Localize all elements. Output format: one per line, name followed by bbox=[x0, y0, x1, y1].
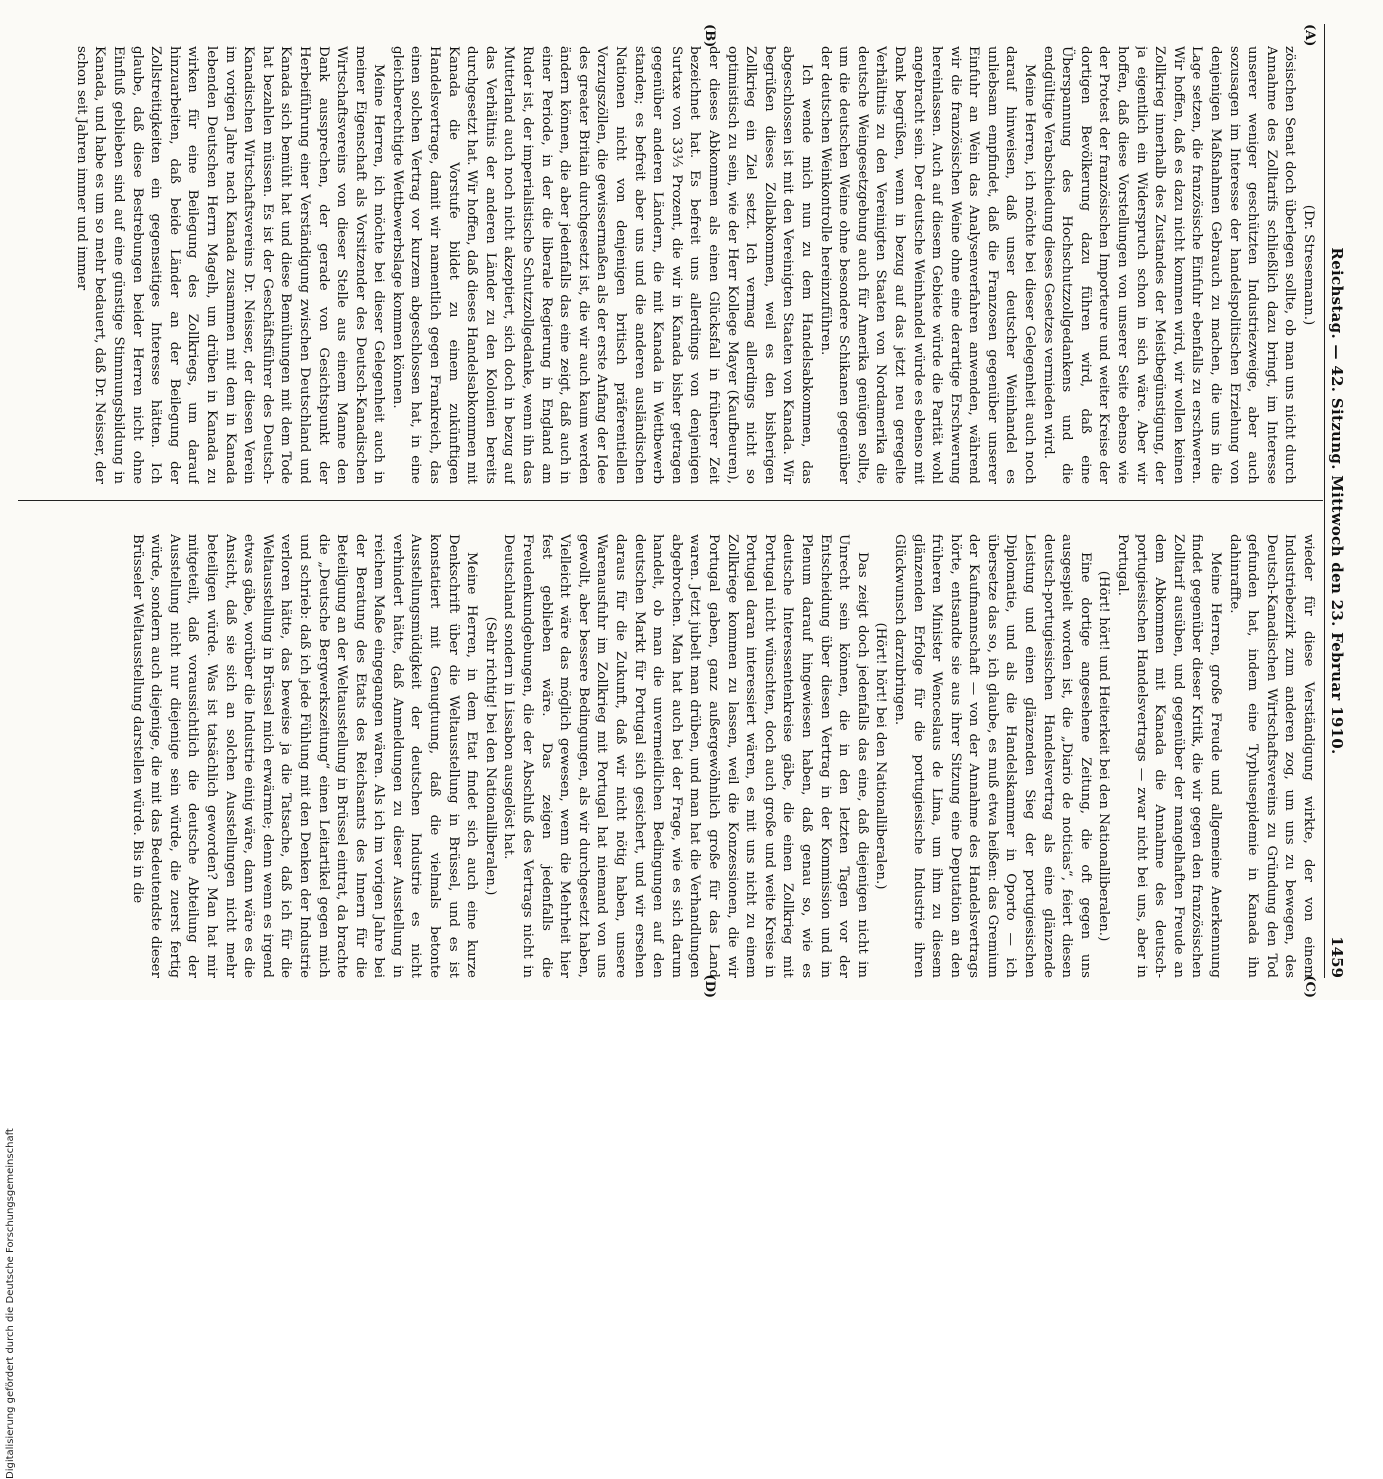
digitization-credit-text: Digitalisierung gefördert durch die Deutsche Forschungsgemeinschaft bbox=[5, 1128, 16, 1479]
interjection: (Hört! hört! bei den Nationalliberalen.) bbox=[873, 622, 889, 890]
interjection: (Sehr richtig! bei den Nationalliberalen.) bbox=[482, 616, 498, 896]
page-header bbox=[1324, 24, 1349, 978]
paragraph: zösischen Senat doch überlegen sollte, ob man uns nicht durch Annahme des Zolltarifs schließlich dazu bringt, im Interesse unserer weniger geschützten Industriezweige, aber auch sozusagen im Interesse der handelspolitischen Erziehung von denjenigen Maßnahmen Gebrauch zu machen, die uns in die Lage setzen, die französische Einfuhr ebenfalls zu erschweren. Wir hoffen, daß es dazu nicht kommen wird, wir wollen keinen Zollkrieg innerhalb des Zustandes der Meistbegünstigung, der ja eigentlich ein Widerspruch schon in sich wäre. Aber wir hoffen, daß diese Vorstellungen von unserer Seite ebenso wie der Protest der französischen Importeure und weiter Kreise der dortigen Bevölkerung dazu führen wird, daß eine Überspannung des Hochschutzzollgedankens und die endgültige Verabschiedung dieses Gesetzes vermieden wird. bbox=[1040, 46, 1298, 484]
paragraph: Meine Herren, ich möchte bei dieser Gelegenheit auch noch darauf hinweisen, daß unser deutscher Weinhandel es unliebsam empfindet, daß die Franzosen gegenüber unserer Einfuhr an Wein das Analysenverfahren anwenden, während wir die französischen Weine ohne eine derartige Erschwerung hereinlassen. Auch auf diesem Gebiete würde die Parität wohl angebracht sein. Der deutsche Weinhandel würde es ebenso mit Dank begrüßen, wenn in bezug auf das jetzt neu geregelte Verhältnis zu den Vereinigten Staaten von Nordamerika die deutsche Weingesetzgebung auch für Amerika genügen sollte, um die deutschen Weine ohne besondere Schikanen gegenüber der deutschen Weinkontrolle hereinzuführen. bbox=[817, 46, 1038, 484]
margin-marker-c: (C) bbox=[1302, 975, 1317, 998]
text-columns bbox=[18, 24, 1317, 998]
interjection: (Hört! hört! und Heiterkeit bei den Nationalliberalen.) bbox=[1096, 570, 1112, 942]
paragraph: Meine Herren, in dem Etat findet sich auch eine kurze Denkschrift über die Weltausstellung in Brüssel, und es ist konstatiert mit Genugtuung, daß die vielmals betonte Ausstellungsmüdigkeit der deutschen Industrie es nicht verhindert hätte, daß Anmeldungen zu dieser Ausstellung in reichem Maße eingegangen wären. Als ich im vorigen Jahre bei der Beratung des Etats des Reichsamts des Innern für die Beteiligung an der Weltausstellung in Brüssel eintrat, da brachte die „Deutsche Bergwerkszeitung“ einen Leitartikel gegen mich und schrieb: daß ich jede Fühlung mit den Denken der Industrie verloren hätte, das beweise ja die Tatsache, daß ich für die Weltausstellung in Brüssel mich erwärmte; denn wenn es irgend etwas gäbe, worüber die Industrie einig wäre, dann wäre es die Ansicht, daß sie sich an solchen Ausstellungen nicht mehr beteiligen würde. Was ist tatsächlich geworden? Man hat mir mitgeteilt, daß voraussichtlich die deutsche Abteilung der Ausstellung nicht nur diejenige sein würde, die zuerst fertig würde, sondern auch diejenige, die mit das Bedeutendste dieser Brüsseler Weltausstellung darstellen würde. Bis in die bbox=[129, 534, 480, 978]
right-column bbox=[18, 534, 1317, 978]
paragraph: Meine Herren, ich möchte bei dieser Gelegenheit auch in meiner Eigenschaft als Vorsitzender des Deutsch-Kanadischen Wirtschaftsvereins von dieser Stelle aus einem Manne den Dank aussprechen, der gerade von Gesichtspunkt der Herbeiführung einer Verständigung zwischen Deutschland und Kanada sich bemüht hat und diese Bemühungen mit dem Tode hat bezahlen müssen. Es ist der Geschäftsführer des Deutsch-Kanadischen Wirtschaftsvereins Dr. Neisser, der diesen Verein im vorigen Jahre nach Kanada zusammen mit dem in Kanada lebenden Deutschen Herrn Magelh, um drüben in Kanada zu wirken für eine Beilegung des Zollkriegs, um darauf hinzuarbeiten, daß beide Länder an der Beilegung der Zollstreitigkeiten ein gegenseitiges Interesse hätten. Ich glaube, daß diese Bestrebungen beider Herren nicht ohne Einfluß geblieben sind auf eine günstige Stimmungsbildung in Kanada, und habe es um so mehr bedauert, daß Dr. Neisser, der schon seit Jahren immer und immer bbox=[73, 46, 387, 484]
paragraph: Ich wende mich nun zu dem Handelsabkommen, das abgeschlossen ist mit den Vereinigten Staaten von Kanada. Wir begrüßen dieses Zollabkommen, weil es den bisherigen Zollkrieg ein Ziel setzt. Ich vermag allerdings nicht so optimistisch zu sein, wie der Herr Kollege Mayer (Kaufbeuren), der dieses Abkommen als einen Glücksfall in früherer Zeit bezeichnet hat. Es befreit uns allerdings von denjenigen Surtaxe von 33⅓ Prozent, die wir in Kanada bisher getragen gegenüber anderen Ländern, die mit Kanada in Wettbewerb standen; es befreit aber uns und die anderen ausländischen Nationen nicht von denjenigen britisch präferentiellen Vorzugszöllen, die gewissermaßen als der erste Anfang der Idee des greater Britain durchgesetzt ist, die wir auch kaum werden ändern können, die aber jedenfalls das eine zeigt, daß auch in einer Periode, in der die liberale Regierung in England am Ruder ist, der imperialistische Schutzzollgedanke, wenn ihn das Mutterland auch noch nicht akzeptiert, sich doch in bezug auf das Verhältnis der anderen Länder zu den Kolonien bereits durchgesetzt hat. Wir hoffen, daß dieses Handelsabkommen mit Kanada die Vorstufe bildet zu einem zukünftigen Handelsvertrage, damit wir namentlich gegen Frankreich, das einen solchen Vertrag vor kurzem abgeschlossen hat, in eine gleichberechtigte Wettbewerbslage kommen können. bbox=[389, 46, 814, 484]
speaker-label: (Dr. Stresemann.) bbox=[1301, 204, 1316, 326]
paragraph: Das zeigt doch jedenfalls das eine, daß diejenigen nicht im Unrecht sein können, die in den letzten Tagen vor der Entscheidung über diesen Vertrag in der Kommission und im Plenum darauf hingewiesen haben, daß genau so, wie es deutsche Interessentenkreise gäbe, die einen Zollkrieg mit Portugal nicht wünschten, doch auch große und weite Kreise in Portugal daran interessiert wären, es mit uns nicht zu einem Zollkriege kommen zu lassen, weil die Konzessionen, die wir Portugal gaben, ganz außergewöhnlich große für das Land waren. Jetzt jubelt man drüben, und man hat die Verhandlungen abgebrochen. Man hat auch bei der Frage, wie es sich darum handelt, ob man die unvermeidlichen Bedingungen auf den deutschen Markt für Portugal sich gesichert, und wir ersehen daraus für die Zukunft, daß wir nicht nötig haben, unsere Warenausfuhr im Zollkrieg mit Portugal hat niemand von uns gewollt, aber bessere Bedingungen, als wir durchgesetzt haben, Vielleicht wäre das möglich gewesen, wenn die Mehrheit hier fest geblieben wäre. Das zeigen jedenfalls die Freudenkundgebungen, die der Abschluß des Vertrags nicht in Deutschland sondern in Lissabon ausgelöst hat. bbox=[501, 534, 870, 978]
column-divider bbox=[18, 500, 1323, 501]
margin-marker-a: (A) bbox=[1302, 24, 1317, 47]
running-title: Reichstag. — 42. Sitzung. Mittwoch den 23. Februar 1910. bbox=[1328, 247, 1346, 755]
margin-marker-d: (D) bbox=[702, 974, 717, 998]
margin-marker-b: (B) bbox=[702, 24, 717, 48]
paragraph: wieder für diese Verständigung wirkte, der von einem Industriebezirk zum anderen zog, um uns zu bewegen, des Deutsch-Kanadischen Wirtschaftsvereins zu Gründung den Tod gefunden hat, indem eine Typhusepidemie in Kanada ihn dahinraffte. bbox=[1226, 534, 1316, 978]
page-number: 1459 bbox=[1328, 936, 1346, 978]
paragraph: Eine dortige angesehene Zeitung, die oft gegen uns ausgespielt worden ist, die „Diario de noticias“, feiert diesen deutsch-portugiesischen Handelsvertrag als eine glänzende Leistung und einen glänzenden Sieg der portugiesischen Diplomatie, und als die Handelskammer in Oporto — ich übersetze das so, ich glaube, es muß etwa heißen: das Gremium der Kaufmannschaft — von der Annahme des Handelsvertrags hörte, entsandte sie aus ihrer Sitzung eine Deputation an den früheren Minister Wenceslaus de Lima, um ihm zu diesem glänzenden Erfolge für die portugiesische Industrie ihren Glückwunsch darzubringen. bbox=[891, 534, 1093, 978]
paragraph: Meine Herren, große Freude und allgemeine Anerkennung findet gegenüber dieser Kritik, die wir gegen den französischen Zolltarif ausüben, und gegenüber der mangelhaften Freude an dem Abkommen mit Kanada die Annahme des deutsch-portugiesischen Handelsvertrags — zwar nicht bei uns, aber in Portugal. bbox=[1115, 534, 1224, 978]
left-column bbox=[18, 46, 1317, 484]
